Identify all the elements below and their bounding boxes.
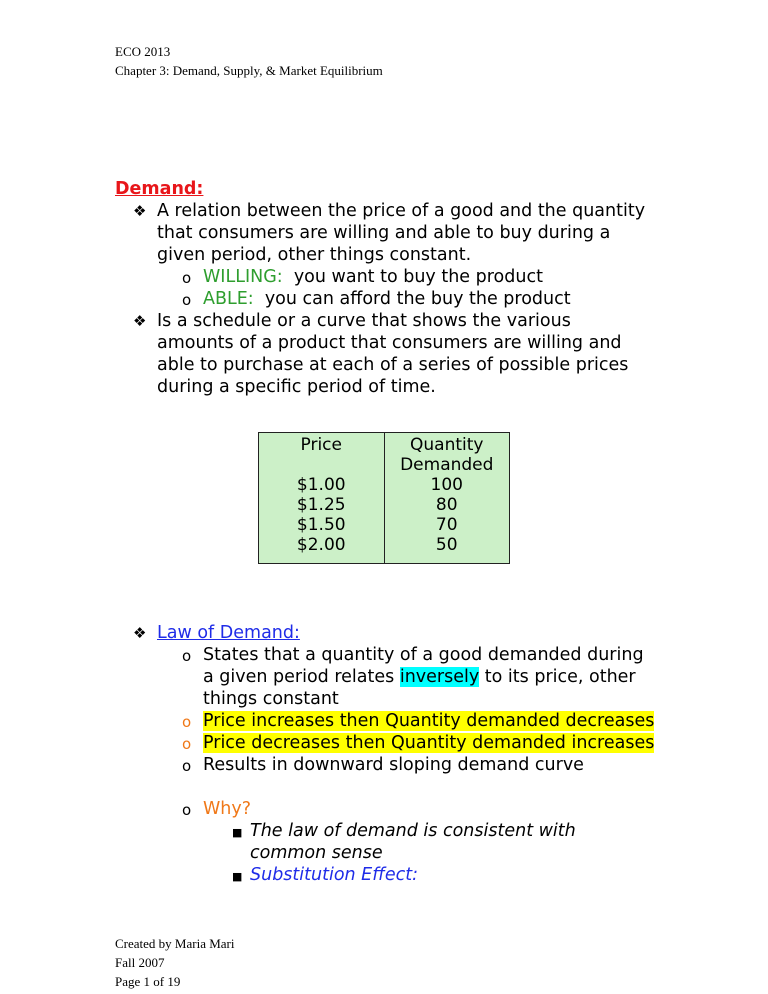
def2-line-2: amounts of a product that consumers are willing and (157, 333, 622, 353)
price-increase-item (203, 710, 654, 732)
able-text: you can afford the buy the product (264, 289, 571, 309)
price-value: $1.00 (296, 475, 346, 495)
willing-label: WILLING: (203, 267, 283, 287)
def1-line-3: given period, other things constant. (157, 245, 472, 265)
circle-bullet-icon: o (182, 757, 192, 775)
law-states-line-3: things constant (203, 689, 339, 709)
square-bullet-icon: ■ (232, 870, 243, 883)
quantity-value: 50 (435, 535, 458, 555)
page-header (115, 42, 383, 80)
law-of-demand-heading: Law of Demand: (157, 623, 300, 643)
price-value: $2.00 (296, 535, 346, 555)
price-column (259, 433, 385, 564)
price-increase-text: Price increases then Quantity demanded decreases (203, 711, 655, 731)
table-row (259, 433, 510, 564)
diamond-bullet-icon: ❖ (133, 202, 147, 220)
law-states-line-2 (203, 666, 636, 688)
demand-heading: Demand: (115, 179, 204, 199)
quantity-header-line-1: Quantity (410, 435, 484, 455)
able-item (203, 288, 571, 310)
price-value: $1.25 (296, 495, 346, 515)
common-sense-line-1: The law of demand is consistent with (250, 821, 576, 841)
circle-bullet-icon: o (182, 269, 192, 287)
quantity-value: 100 (430, 475, 463, 495)
page-number: Page 1 of 19 (115, 974, 181, 989)
circle-bullet-icon: o (182, 291, 192, 309)
law-states-text: a given period relates (203, 667, 395, 687)
circle-bullet-icon: o (182, 713, 192, 731)
price-decrease-item (203, 732, 654, 754)
willing-item (203, 266, 543, 288)
quantity-header-line-2: Demanded (400, 455, 494, 475)
def2-line-4: during a specific period of time. (157, 377, 436, 397)
term: Fall 2007 (115, 955, 165, 970)
law-states-text: to its price, other (484, 667, 636, 687)
price-value: $1.50 (296, 515, 346, 535)
quantity-value: 70 (435, 515, 458, 535)
demand-schedule-table (258, 432, 510, 564)
inversely-highlight: inversely (399, 667, 480, 687)
quantity-column (384, 433, 510, 564)
quantity-value: 80 (435, 495, 458, 515)
def1-line-2: that consumers are willing and able to buy during a (157, 223, 611, 243)
square-bullet-icon: ■ (232, 826, 243, 839)
course-code: ECO 2013 (115, 44, 171, 59)
willing-text: you want to buy the product (293, 267, 543, 287)
circle-bullet-icon: o (182, 647, 192, 665)
price-header: Price (300, 435, 342, 455)
def2-line-3: able to purchase at each of a series of possible prices (157, 355, 629, 375)
price-decrease-text: Price decreases then Quantity demanded increases (203, 733, 655, 753)
common-sense-line-2: common sense (250, 843, 383, 863)
diamond-bullet-icon: ❖ (133, 312, 147, 330)
page-footer (115, 934, 234, 991)
circle-bullet-icon: o (182, 735, 192, 753)
def2-line-1: Is a schedule or a curve that shows the various (157, 311, 571, 331)
def1-line-1: A relation between the price of a good and the quantity (157, 201, 646, 221)
circle-bullet-icon: o (182, 801, 192, 819)
able-label: ABLE: (203, 289, 254, 309)
chapter-title: Chapter 3: Demand, Supply, & Market Equilibrium (115, 63, 383, 78)
why-heading: Why? (203, 799, 252, 819)
substitution-effect-heading: Substitution Effect: (250, 865, 419, 885)
author: Created by Maria Mari (115, 936, 235, 951)
diamond-bullet-icon: ❖ (133, 624, 147, 642)
law-states-line-1: States that a quantity of a good demanded during (203, 645, 644, 665)
downward-curve-item: Results in downward sloping demand curve (203, 755, 584, 775)
